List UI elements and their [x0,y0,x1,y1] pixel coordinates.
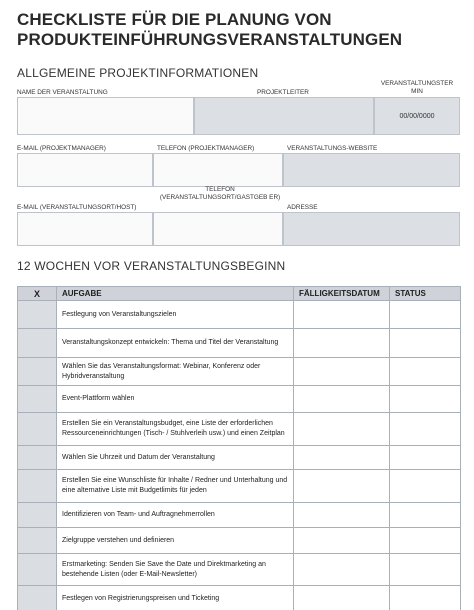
task-cell: Zielgruppe verstehen und definieren [57,528,294,554]
task-cell: Wählen Sie das Veranstaltungsformat: Webinar, Konferenz oder Hybridveranstaltung [57,358,294,386]
website-label: VERANSTALTUNGS-WEBSITE [287,145,378,152]
checkbox-cell[interactable] [18,329,57,358]
email-pm-label: E-MAIL (PROJEKTMANAGER) [17,145,106,152]
checkbox-cell[interactable] [18,301,57,329]
status-cell[interactable] [390,528,461,554]
task-cell: Festlegung von Veranstaltungszielen [57,301,294,329]
email-host-field[interactable] [17,212,153,246]
checkbox-cell[interactable] [18,586,57,610]
phone-pm-label: TELEFON (PROJEKTMANAGER) [157,145,255,152]
status-cell[interactable] [390,301,461,329]
checkbox-cell[interactable] [18,446,57,470]
table-row [18,413,461,446]
status-cell[interactable] [390,358,461,386]
status-cell[interactable] [390,329,461,358]
phone-host-label: TELEFON (VERANSTALTUNGSORT/GASTGEB ER) [159,186,281,201]
status-cell[interactable] [390,586,461,610]
table-row [18,503,461,528]
checklist-table [17,286,461,610]
due-date-cell[interactable] [294,386,390,413]
page-title [17,10,460,50]
project-lead-label: PROJEKTLEITER [257,89,309,96]
task-cell: Erstellen Sie eine Wunschliste für Inhalte / Redner und Unterhaltung und eine alternative Liste mit Budgetlimits für jeden [57,470,294,503]
due-date-cell[interactable] [294,301,390,329]
email-host-label: E-MAIL (VERANSTALTUNGSORT/HOST) [17,204,137,211]
task-cell: Veranstaltungskonzept entwickeln: Thema und Titel der Veranstaltung [57,329,294,358]
checkbox-cell[interactable] [18,554,57,586]
checkbox-cell[interactable] [18,413,57,446]
status-cell[interactable] [390,503,461,528]
table-row [18,470,461,503]
due-date-cell[interactable] [294,329,390,358]
checkbox-cell[interactable] [18,358,57,386]
status-cell[interactable] [390,446,461,470]
address-label: ADRESSE [287,204,318,211]
checkbox-cell[interactable] [18,528,57,554]
table-row [18,446,461,470]
project-lead-field[interactable] [194,97,374,135]
table-row [18,329,461,358]
event-name-label: NAME DER VERANSTALTUNG [17,89,108,96]
due-date-cell[interactable] [294,554,390,586]
table-row [18,301,461,329]
table-row [18,586,461,610]
email-pm-field[interactable] [17,153,153,187]
due-date-cell[interactable] [294,470,390,503]
phone-host-field[interactable] [153,212,283,246]
col-header-x: X [18,287,57,301]
table-row [18,554,461,586]
website-field[interactable] [283,153,460,187]
status-cell[interactable] [390,413,461,446]
title-line-2: PRODUKTEINFÜHRUNGSVERANSTALTUNGEN [17,30,403,49]
checkbox-cell[interactable] [18,503,57,528]
checklist-section-heading: 12 WOCHEN VOR VERANSTALTUNGSBEGINN [17,259,286,273]
event-date-label: VERANSTALTUNGSTER MIN [380,80,454,95]
due-date-cell[interactable] [294,446,390,470]
status-cell[interactable] [390,554,461,586]
task-cell: Erstellen Sie ein Veranstaltungsbudget, eine Liste der erforderlichen Ressourceneinrichtungen (Tisch- / Stuhlverleih usw.) und einen Zeitplan [57,413,294,446]
task-cell: Wählen Sie Uhrzeit und Datum der Veranstaltung [57,446,294,470]
due-date-cell[interactable] [294,413,390,446]
due-date-cell[interactable] [294,586,390,610]
checkbox-cell[interactable] [18,386,57,413]
event-date-field[interactable] [374,97,460,135]
col-header-status: STATUS [390,287,461,301]
event-date-value: 00/00/0000 [399,112,435,120]
general-section-heading: ALLGEMEINE PROJEKTINFORMATIONEN [17,66,259,80]
col-header-due: FÄLLIGKEITSDATUM [294,287,390,301]
title-line-1: CHECKLISTE FÜR DIE PLANUNG VON [17,10,332,29]
address-field[interactable] [283,212,460,246]
col-header-task: AUFGABE [57,287,294,301]
table-row [18,386,461,413]
task-cell: Event-Plattform wählen [57,386,294,413]
table-row [18,528,461,554]
checkbox-cell[interactable] [18,470,57,503]
due-date-cell[interactable] [294,503,390,528]
status-cell[interactable] [390,386,461,413]
event-name-field[interactable] [17,97,194,135]
due-date-cell[interactable] [294,528,390,554]
checklist-header-row [18,287,461,301]
phone-pm-field[interactable] [153,153,283,187]
task-cell: Festlegen von Registrierungspreisen und Ticketing [57,586,294,610]
task-cell: Identifizieren von Team- und Auftragnehmerrollen [57,503,294,528]
status-cell[interactable] [390,470,461,503]
due-date-cell[interactable] [294,358,390,386]
table-row [18,358,461,386]
task-cell: Erstmarketing: Senden Sie Save the Date und Direktmarketing an bestehende Listen (oder E-Mail-Newsletter) [57,554,294,586]
